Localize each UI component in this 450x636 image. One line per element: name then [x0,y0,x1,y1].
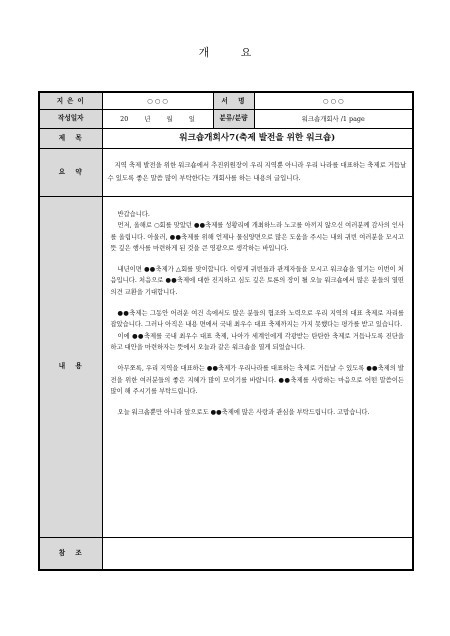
author-value: ○ ○ ○ [102,92,213,109]
reference-value [102,537,413,570]
content-paragraph: ●●축제는 그동안 어려운 여건 속에서도 많은 분들의 협조와 노력으로 우리 지역의 대표 축제로 자리를 잡았습니다. 그러나 아직은 내용 면에서 국내 최우수 대표 축제까지는 가지 못했다는 평가를 받고 있습니다. [110,309,404,329]
content-paragraph: 내년이면 ●●축제가 △회를 맞이합니다. 이렇게 귀빈들과 관계자들을 모시고 워크숍을 열기는 이번이 처음입니다. 처음으로 ●●축제에 대한 진지하고 심도 깊은 토론의 장이 될 오늘 워크숍에서 많은 분들의 열띤 의견 교환을 기대합니다. [110,265,404,297]
content-paragraph: 오늘 워크숍뿐만 아니라 앞으로도 ●●축제에 많은 사랑과 관심을 부탁드립니다. 고맙습니다. [117,408,370,416]
summary-row [39,148,413,196]
reference-row [39,537,413,570]
subject-value: 워크숍개회사7(축제 발전을 위한 워크숍) [102,128,413,148]
author-label: 지은이 [39,92,102,109]
summary-value: 지역 축제 발전을 위한 워크숍에서 추진위원장이 우리 지역뿐 아니라 우리 나라를 대표하는 축제로 거듭날 수 있도록 좋은 말씀 많이 부탁한다는 개회사를 하는 내용의 글입니다. [102,148,413,196]
subject-label: 제 목 [39,128,102,148]
content-label: 내 용 [39,196,102,537]
content-paragraph: 반갑습니다. [117,210,150,218]
category-label: 분류/분량 [213,109,254,128]
subject-row [39,128,413,148]
content-row [39,196,413,537]
signature-label: 서 명 [213,92,254,109]
content-body [102,196,413,537]
content-paragraph: 이에 ●●축제를 국내 최우수 대표 축제, 나아가 세계인에게 각광받는 탄탄한 축제로 거듭나도록 진단을 하고 대안을 마련하자는 뜻에서 오늘과 같은 워크숍을 열게 되었습니다. [110,332,404,352]
signature-value: ○ ○ ○ [254,92,413,109]
date-label: 작성일자 [39,109,102,128]
author-row [39,92,413,109]
page-title: 개 요 [198,46,266,59]
reference-label: 참 조 [39,537,102,570]
date-row [39,109,413,128]
summary-label: 요 약 [39,148,102,196]
content-paragraph: 아무쪼록, 우리 지역을 대표하는 ●●축제가 우리나라를 대표하는 축제로 거듭날 수 있도록 ●●축제의 발전을 위한 여러분들의 좋은 지혜가 많이 모이기를 바랍니다. ●●축제를 사랑하는 마음으로 어떤 말씀이든 많이 해 주시기를 부탁드립니다. [110,365,404,396]
date-value: 20 년 월 일 [102,109,213,128]
content-paragraph: 먼저, 올해로 ○회를 맞았던 ●●축제를 성황리에 개최하느라 노고를 아끼지 않으신 여러분께 감사의 인사를 올립니다. 아울러, ●●축제를 위해 언제나 물심양면으로 많은 도움을 주시는 내외 귀빈 여러분을 모시고 뜻 깊은 행사를 마련하게 된 것을 큰 영광으로 생각하는 바입니다. [110,222,404,253]
category-value: 워크숍개회사 /1 page [254,109,413,128]
overview-form-table [38,91,414,571]
